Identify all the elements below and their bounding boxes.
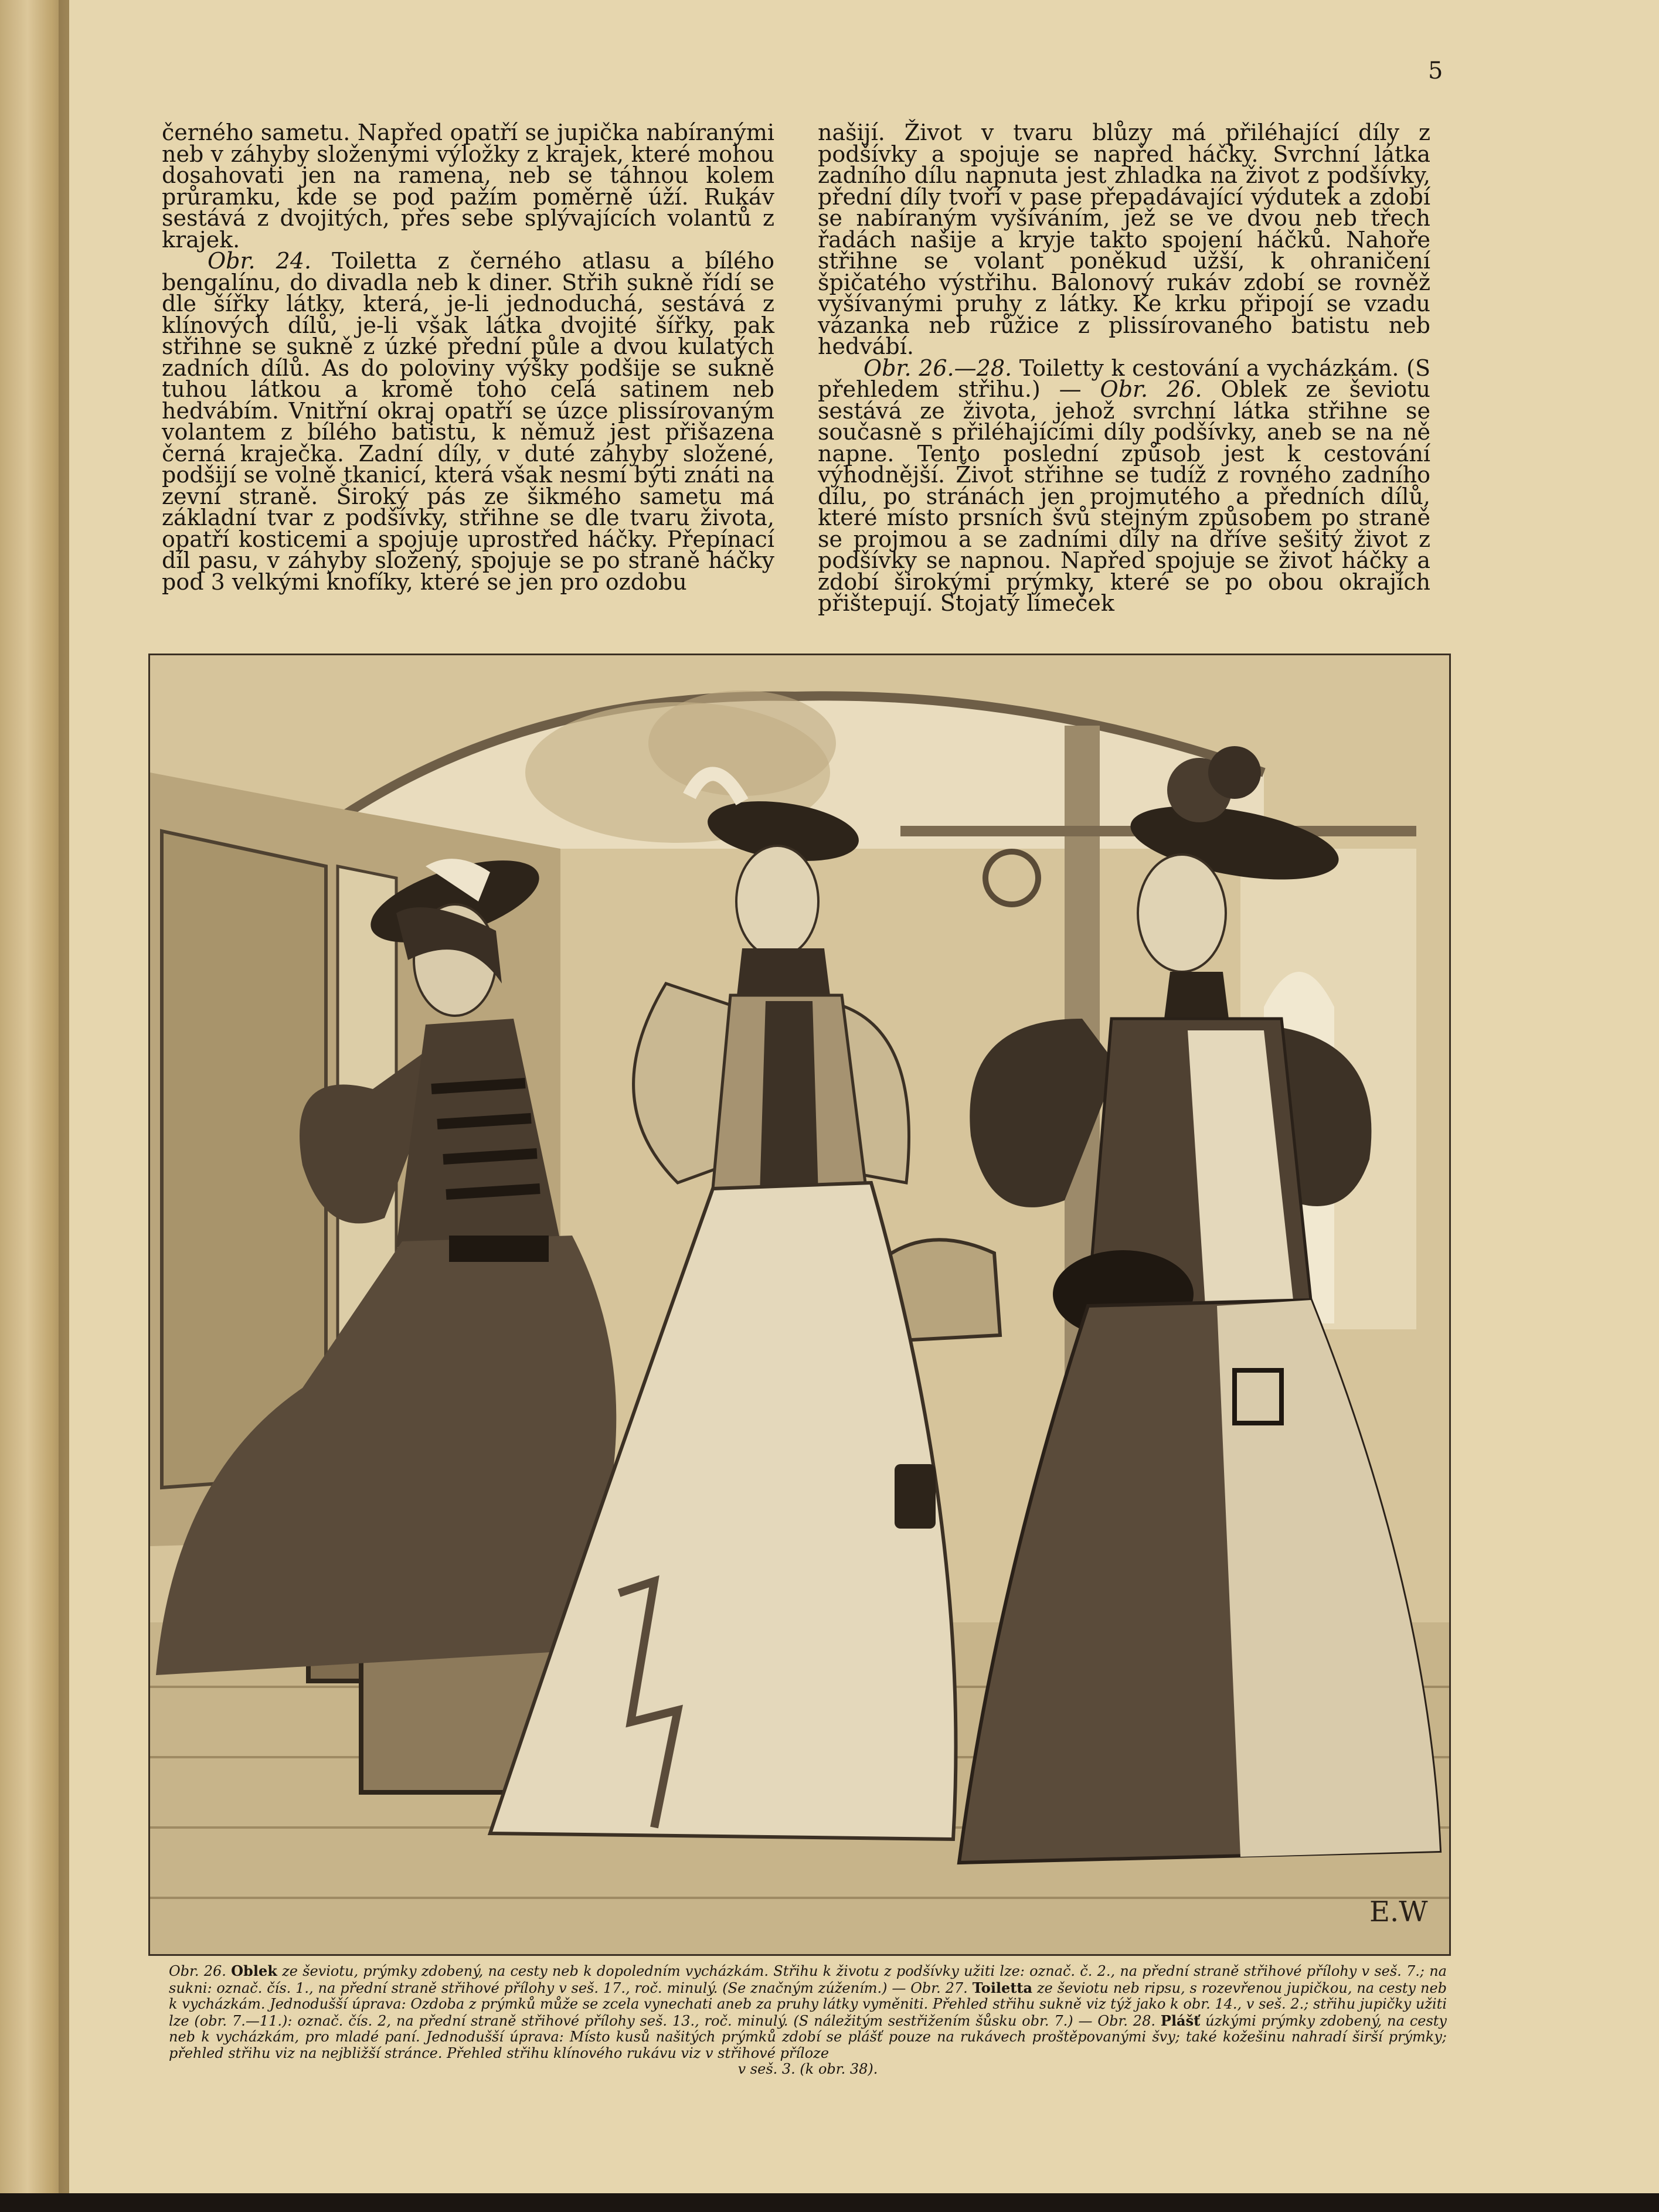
caption-bold-toiletta: Toiletta xyxy=(972,1979,1033,1996)
caption-bold-oblek: Oblek xyxy=(231,1962,277,1979)
illustration-caption xyxy=(169,1963,1447,2078)
right-paragraph-2 xyxy=(818,355,1430,616)
fur-collar-center xyxy=(736,948,830,1001)
left-paragraph-1: černého sametu. Napřed opatří se jupička nabíranými neb v záhyby složenými výložky z krajek, které mohou dosahovati jen na ramena, neb se táhnou kolem průramku, kde se pod pažím poměrně úží. Rukáv sestává z dvojitých, přes sebe splývajících volantů z krajek. xyxy=(162,120,774,253)
figure-ref-26-28: Obr. 26.—28. xyxy=(864,355,1012,381)
engraver-signature: E.W xyxy=(1369,1895,1428,1928)
scan-bottom-edge xyxy=(0,2193,1659,2212)
page-number: 5 xyxy=(1428,57,1443,84)
collar-right xyxy=(1164,972,1229,1019)
right-paragraph-1: našijí. Život v tvaru blůzy má přiléhající díly z podšívky a spojuje se napřed háčky. Svrchní látka zadního dílu napnuta jest zhladka na život z podšívky, přední díly tvoří v pase přepadávající výdutek a zdobí se nabíraným vyšíváním, jež se ve dvou neb třech řadách našije a kryje takto spojení háčků. Nahoře střihne se volant poněkud užší, k ohraničení špičatého výstřihu. Balonový rukáv zdobí se rovněž vyšívanými pruhy z látky. Ke krku připojí se vzadu vázanka neb růžice z plissírovaného batistu neb hedvábí. xyxy=(818,120,1430,359)
binding-shadow xyxy=(59,0,69,2212)
hat-plume-right-2 xyxy=(1208,746,1261,799)
face-center xyxy=(736,846,818,957)
caption-text-27: ze ševiotu neb ripsu, s rozevřenou jupičkou, na cesty neb k vycházkám. Jednodušší úprava: Ozdoba z prýmků může se zcela vynechati aneb za pruhy látky vyměniti. Přehled střihu sukně viz týž jako k obr. 14., v seš. 2.; střihu jupičky užiti lze (obr. 7.—11.): označ. čís. 2, na přední straně střihové přílohy seš. 13., roč. minulý. (S náležitým sestřižením šůsku obr. 7.) — Obr. 28. xyxy=(169,1979,1447,2029)
figure-ref-26: Obr. 26. xyxy=(1100,376,1202,402)
engraving-drawing xyxy=(150,655,1451,1956)
caption-ref-26: Obr. 26. xyxy=(169,1963,226,1979)
blouse-center xyxy=(760,1001,818,1195)
left-paragraph-2-text: Toiletta z černého atlasu a bílého bengalínu, do divadla neb k diner. Střih sukně řídí se dle šířky látky, která, je-li jednoduchá, sestává z klínových dílů, je-li však látka dvojité šířky, pak střihne se sukně z úzké přední půle a dvou kulatých zadních dílů. As do poloviny výšky podšije se sukně tuhou látkou a kromě toho celá satinem neb hedvábím. Vnitřní okraj opatří se úzce plissírovaným volantem z bílého batistu, k němuž jest přišazena černá kraječka. Zadní díly, v duté záhyby složené, podšijí se volně tkanicí, která však nesmí býti znáti na zevní straně. Široký pás ze šikmého sametu má základní tvar z podšívky, střihne se dle tvaru života, opatří kosticemi a spojuje uprostřed háčky. Přepínací díl pasu, v záhyby složený, spojuje se po straně háčky pod 3 velkými knofíky, které se jen pro ozdobu xyxy=(162,248,774,595)
steam-cloud-2 xyxy=(648,690,836,796)
face-right xyxy=(1138,855,1226,972)
figure-ref-24: Obr. 24. xyxy=(208,248,312,274)
caption-last-line: v seš. 3. (k obr. 38). xyxy=(737,2061,878,2077)
caption-bold-plast: Plášť xyxy=(1160,2012,1201,2029)
right-paragraph-2-text-b: Oblek ze ševiotu sestává ze života, jehož svrchní látka střihne se současně s přiléhajícími díly podšívky, aneb se na ně napne. Tento poslední způsob jest k cestování výhodnější. Život střihne se tudíž z rovného zadního dílu, po stránách jen projmutého a předních dílů, které místo prsních švů stejným způsobem po straně se projmou a se zadními díly na dříve sešitý život z podšívky se napnou. Napřed spojuje se život háčky a zdobí širokými prýmky, které se po obou okrajích přištepují. Stojatý límeček xyxy=(818,376,1430,616)
left-paragraph-2 xyxy=(162,250,774,593)
caption-text-28: úzkými prýmky zdobený, na cesty neb k vycházkám, pro mladé paní. Jednodušší úprava: Místo kusů našitých prýmků zdobí se plášť pouze na rukávech proštěpovanými švy; také kožešinu nahradí širší prýmky; přehled střihu viz na nejbližší stránce. Přehled střihu klínového rukávu viz v střihové příloze xyxy=(169,2012,1447,2061)
left-text-column xyxy=(162,122,774,593)
right-text-column xyxy=(818,122,1430,614)
belt-left xyxy=(449,1236,549,1262)
fashion-engraving xyxy=(148,654,1451,1956)
handbag-center xyxy=(895,1464,936,1529)
caption-text-26: ze ševiotu, prýmky zdobený, na cesty neb k dopoledním vycházkám. Střihu k životu z podšívky užiti lze: označ. č. 2., na přední straně střihové přílohy v seš. 7.; na sukni: označ. čís. 1., na přední straně střihové přílohy v seš. 17., roč. minulý. (Se značným zúžením.) — Obr. 27. xyxy=(169,1963,1447,1996)
right-paragraph-2-text-a: Toiletty k cestování a vycházkám. (S přehledem střihu.) — xyxy=(818,355,1430,402)
